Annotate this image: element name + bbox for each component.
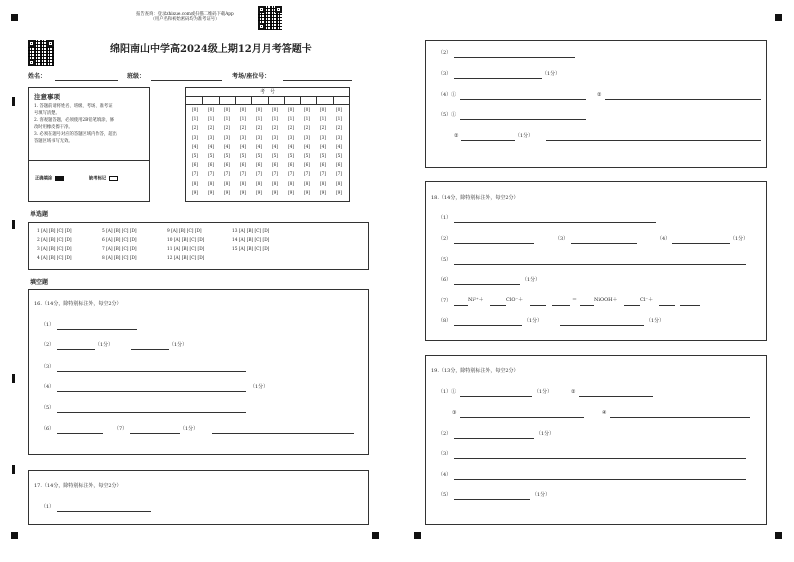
missing-checkbox[interactable] (109, 176, 118, 181)
notice-line-1: 报告查询：登录zhixue.com或扫描二维码下载App (136, 12, 234, 17)
digit-bubble[interactable]: [0] (271, 108, 279, 113)
notes-item: 改时用橡皮擦干净。 (34, 125, 73, 130)
q19-label: （3） (438, 451, 452, 457)
exam-id-title: 考 号 (259, 89, 275, 95)
q17-label: ② (597, 92, 602, 98)
points-note: （1分） (534, 389, 553, 395)
corner-mark-mr (372, 532, 379, 539)
q17-label: （5）① (438, 112, 457, 118)
digit-bubble[interactable]: [4] (255, 144, 263, 150)
digit-bubble[interactable]: [3] (335, 135, 343, 141)
exam-id-column (317, 108, 329, 200)
digit-bubble[interactable]: [3] (303, 135, 311, 141)
points-note: （1分） (250, 384, 269, 390)
digit-bubble[interactable]: [7] (223, 172, 231, 178)
digit-bubble[interactable]: [2] (255, 126, 263, 132)
digit-bubble[interactable]: [4] (319, 144, 327, 150)
q16-label: （6） (41, 426, 55, 432)
digit-bubble[interactable]: [2] (239, 126, 247, 132)
digit-bubble[interactable]: [9] (287, 190, 295, 196)
notes-box (28, 87, 150, 202)
notes-title: 注意事项 (34, 93, 60, 101)
mc-question[interactable]: 9 [A] [B] [C] [D] (167, 229, 202, 234)
exam-id-columns (186, 108, 349, 200)
digit-bubble[interactable]: [0] (287, 108, 295, 113)
q18-6-field[interactable] (454, 284, 520, 285)
q18-3-field[interactable] (571, 243, 637, 244)
digit-bubble[interactable]: [7] (287, 172, 295, 178)
digit-bubble[interactable]: [8] (223, 181, 231, 187)
q17-label: （1） (41, 504, 55, 510)
q16-3-field[interactable] (57, 371, 246, 372)
points-note: （1分） (646, 318, 665, 324)
q18-2-field[interactable] (454, 243, 534, 244)
digit-bubble[interactable]: [1] (191, 117, 199, 123)
q18-label: （4） (657, 236, 671, 242)
q18-label: （5） (438, 257, 452, 263)
corner-mark-tr (775, 14, 782, 21)
q18-7-coef7[interactable] (659, 305, 675, 306)
q18-label: （3） (555, 236, 569, 242)
q18-5-field[interactable] (454, 264, 746, 265)
digit-bubble[interactable]: [8] (271, 181, 279, 187)
digit-bubble[interactable]: [8] (303, 181, 311, 187)
digit-bubble[interactable]: [9] (223, 190, 231, 196)
corner-mark-ml (414, 532, 421, 539)
q19-label: （5） (438, 492, 452, 498)
mc-question[interactable]: 4 [A] [B] [C] [D] (37, 256, 72, 261)
correct-fill-sample (35, 176, 64, 182)
points-note: （1分） (169, 342, 188, 348)
mc-question[interactable]: 2 [A] [B] [C] [D] (37, 238, 72, 243)
q18-7-coef3[interactable] (530, 305, 546, 306)
digit-bubble[interactable]: [0] (255, 108, 263, 113)
q18-7-coef5[interactable] (580, 305, 594, 306)
q16-label: （1） (41, 322, 55, 328)
exam-id-column (205, 108, 217, 200)
digit-bubble[interactable]: [7] (271, 172, 279, 178)
digit-bubble[interactable]: [6] (335, 163, 343, 169)
digit-bubble[interactable]: [5] (223, 153, 231, 159)
digit-bubble[interactable]: [6] (319, 163, 327, 169)
q17-5a-field[interactable] (460, 119, 586, 120)
q17-3-field[interactable] (454, 78, 542, 79)
q16-5-field[interactable] (57, 412, 246, 413)
digit-bubble[interactable]: [2] (287, 126, 295, 132)
digit-bubble[interactable]: [9] (239, 190, 247, 196)
digit-bubble[interactable]: [5] (271, 153, 279, 159)
q19-4-field[interactable] (454, 479, 746, 480)
digit-bubble[interactable]: [3] (207, 135, 215, 141)
q18-8b-field[interactable] (560, 325, 644, 326)
q19-label: ② (571, 389, 576, 395)
q17-label: （4）① (438, 92, 457, 98)
digit-bubble[interactable]: [9] (335, 190, 343, 196)
digit-bubble[interactable]: [8] (335, 181, 343, 187)
q18-4-field[interactable] (672, 243, 730, 244)
digit-bubble[interactable]: [1] (319, 117, 327, 123)
q16-4-field[interactable] (57, 391, 246, 392)
q17-cont-box (425, 40, 767, 168)
digit-bubble[interactable]: [8] (255, 181, 263, 187)
q19-label: ③ (452, 410, 457, 416)
digit-bubble[interactable]: [1] (223, 117, 231, 123)
digit-bubble[interactable]: [5] (287, 153, 295, 159)
digit-bubble[interactable]: [0] (303, 108, 311, 113)
q18-1-field[interactable] (454, 222, 656, 223)
q18-7-coef2[interactable] (490, 305, 506, 306)
q18-label: （2） (438, 236, 452, 242)
digit-bubble[interactable]: [9] (207, 190, 215, 196)
q19-label: ④ (602, 410, 607, 416)
mc-box (28, 222, 369, 270)
corner-mark-bl (11, 532, 18, 539)
mc-question[interactable]: 6 [A] [B] [C] [D] (102, 238, 137, 243)
digit-bubble[interactable]: [8] (239, 181, 247, 187)
side-mark (12, 374, 15, 383)
q17-1-field[interactable] (57, 511, 151, 512)
equation-term: NiOOH＋ (594, 297, 618, 303)
points-note: （1分） (522, 277, 541, 283)
digit-bubble[interactable]: [4] (191, 144, 199, 150)
mc-section-title: 单选题 (30, 211, 49, 218)
points-note: （1分） (542, 71, 561, 77)
digit-bubble[interactable]: [7] (319, 172, 327, 178)
correct-fill-label: 正确填涂 (35, 176, 53, 182)
mc-question[interactable]: 7 [A] [B] [C] [D] (102, 247, 137, 252)
digit-bubble[interactable]: [6] (223, 163, 231, 169)
exam-id-column (333, 108, 345, 200)
class-label: 班级： (127, 73, 146, 80)
digit-bubble[interactable]: [6] (239, 163, 247, 169)
points-note: （1分） (95, 342, 114, 348)
digit-bubble[interactable]: [1] (207, 117, 215, 123)
points-note: （1分） (180, 426, 199, 432)
digit-bubble[interactable]: [0] (223, 108, 231, 113)
digit-bubble[interactable]: [1] (287, 117, 295, 123)
mc-question[interactable]: 10 [A] [B] [C] [D] (167, 238, 205, 243)
corner-mark-br (775, 532, 782, 539)
digit-bubble[interactable]: [8] (191, 181, 199, 187)
q19-box (425, 355, 767, 525)
notes-item: 号填写清楚。 (34, 111, 60, 116)
q17-2-field[interactable] (454, 57, 575, 58)
q16-label: （4） (41, 384, 55, 390)
q19-5-field[interactable] (454, 499, 530, 500)
digit-bubble[interactable]: [8] (319, 181, 327, 187)
mc-question[interactable]: 11 [A] [B] [C] [D] (167, 247, 205, 252)
q16-6-field[interactable] (57, 433, 103, 434)
digit-bubble[interactable]: [1] (303, 117, 311, 123)
digit-bubble[interactable]: [5] (255, 153, 263, 159)
digit-bubble[interactable]: [6] (207, 163, 215, 169)
digit-bubble[interactable]: [6] (255, 163, 263, 169)
digit-bubble[interactable]: [5] (319, 153, 327, 159)
digit-bubble[interactable]: [2] (335, 126, 343, 132)
q18-label: （6） (438, 277, 452, 283)
digit-bubble[interactable]: [9] (319, 190, 327, 196)
digit-bubble[interactable]: [5] (239, 153, 247, 159)
q19-2-field[interactable] (454, 438, 534, 439)
q16-1-field[interactable] (57, 329, 137, 330)
digit-bubble[interactable]: [0] (319, 108, 327, 113)
q16-7b-field[interactable] (212, 433, 354, 434)
digit-bubble[interactable]: [5] (191, 153, 199, 159)
digit-bubble[interactable]: [3] (271, 135, 279, 141)
q19-label: （2） (438, 431, 452, 437)
digit-bubble[interactable]: [8] (207, 181, 215, 187)
digit-bubble[interactable]: [2] (271, 126, 279, 132)
equation-term: ＝ (572, 297, 578, 303)
sheet-qr-code (28, 40, 54, 66)
q16-label: （3） (41, 364, 55, 370)
digit-bubble[interactable]: [2] (319, 126, 327, 132)
notes-item: 1. 答题前请将姓名、班级、考场、准考证 (34, 104, 113, 109)
equation-term: Ni²⁺＋ (468, 297, 484, 303)
mc-question[interactable]: 15 [A] [B] [C] [D] (232, 247, 270, 252)
q18-7-coef6[interactable] (624, 305, 640, 306)
digit-bubble[interactable]: [5] (335, 153, 343, 159)
digit-bubble[interactable]: [3] (239, 135, 247, 141)
q16-2b-field[interactable] (131, 349, 169, 350)
q16-box (28, 289, 369, 455)
mc-question[interactable]: 14 [A] [B] [C] [D] (232, 238, 270, 243)
q18-label: （8） (438, 318, 452, 324)
class-field[interactable] (151, 80, 222, 81)
q19-1c-field[interactable] (460, 417, 584, 418)
digit-bubble[interactable]: [7] (303, 172, 311, 178)
exam-seat-field[interactable] (283, 80, 352, 81)
digit-bubble[interactable]: [7] (239, 172, 247, 178)
digit-bubble[interactable]: [4] (223, 144, 231, 150)
points-note: （1分） (515, 133, 534, 139)
q17-box (28, 470, 369, 525)
digit-bubble[interactable]: [0] (207, 108, 215, 113)
digit-bubble[interactable]: [3] (191, 135, 199, 141)
notes-item: 答题区域书写无效。 (34, 139, 73, 144)
points-note: （1分） (532, 492, 551, 498)
q17-header: 17.（14分，除特别标注外，每空2分） (34, 483, 122, 489)
exam-id-grid (185, 87, 350, 202)
points-note: （1分） (524, 318, 543, 324)
digit-bubble[interactable]: [9] (271, 190, 279, 196)
exam-id-column (189, 108, 201, 200)
q17-label: （3） (438, 71, 452, 77)
q16-header: 16.（14分，除特别标注外，每空2分） (34, 301, 122, 307)
q19-1d-field[interactable] (610, 417, 750, 418)
digit-bubble[interactable]: [6] (271, 163, 279, 169)
digit-bubble[interactable]: [6] (303, 163, 311, 169)
q19-3-field[interactable] (454, 458, 746, 459)
digit-bubble[interactable]: [3] (319, 135, 327, 141)
page-title: 绵阳南山中学高2024级上期12月月考答题卡 (110, 44, 312, 55)
exam-id-column (253, 108, 265, 200)
digit-bubble[interactable]: [5] (207, 153, 215, 159)
q19-1b-field[interactable] (579, 396, 653, 397)
digit-bubble[interactable]: [2] (207, 126, 215, 132)
name-field[interactable] (55, 80, 118, 81)
q16-label: （5） (41, 405, 55, 411)
digit-bubble[interactable]: [1] (271, 117, 279, 123)
exam-id-column (237, 108, 249, 200)
q18-8a-field[interactable] (454, 325, 522, 326)
filled-box-icon (55, 176, 64, 181)
digit-bubble[interactable]: [0] (335, 108, 343, 113)
digit-bubble[interactable]: [5] (303, 153, 311, 159)
q17-4a-field[interactable] (460, 99, 586, 100)
exam-id-column (301, 108, 313, 200)
q19-header: 19.（13分，除特别标注外，每空2分） (431, 368, 519, 374)
digit-bubble[interactable]: [1] (239, 117, 247, 123)
digit-bubble[interactable]: [4] (271, 144, 279, 150)
q16-7a-field[interactable] (130, 433, 180, 434)
q17-label: （2） (438, 50, 452, 56)
equation-term: Cl⁻＋ (640, 297, 654, 303)
mc-question[interactable]: 13 [A] [B] [C] [D] (232, 229, 270, 234)
digit-bubble[interactable]: [4] (335, 144, 343, 150)
corner-mark-tl (11, 14, 18, 21)
digit-bubble[interactable]: [7] (255, 172, 263, 178)
q18-header: 18.（14分，除特别标注外，每空2分） (431, 195, 519, 201)
notice-line-2: （用户名和初始密码均为准考证号） (150, 17, 220, 22)
report-notice (115, 12, 255, 22)
exam-id-column (285, 108, 297, 200)
digit-bubble[interactable]: [8] (287, 181, 295, 187)
app-qr-code (258, 6, 282, 30)
digit-bubble[interactable]: [3] (287, 135, 295, 141)
q16-label: （7） (114, 426, 128, 432)
q18-7-coef8[interactable] (680, 305, 700, 306)
mc-question[interactable]: 12 [A] [B] [C] [D] (167, 256, 205, 261)
q19-1a-field[interactable] (460, 396, 532, 397)
mc-question[interactable]: 8 [A] [B] [C] [D] (102, 256, 137, 261)
equation-term: ClO⁻＋ (506, 297, 524, 303)
digit-bubble[interactable]: [4] (239, 144, 247, 150)
digit-bubble[interactable]: [1] (335, 117, 343, 123)
q18-box (425, 181, 767, 341)
digit-bubble[interactable]: [0] (191, 108, 199, 113)
mc-question[interactable]: 3 [A] [B] [C] [D] (37, 247, 72, 252)
digit-bubble[interactable]: [7] (207, 172, 215, 178)
side-mark (12, 465, 15, 474)
missing-mark-sample (89, 176, 118, 182)
digit-bubble[interactable]: [7] (335, 172, 343, 178)
points-note: （1分） (536, 431, 555, 437)
mc-question[interactable]: 1 [A] [B] [C] [D] (37, 229, 72, 234)
q17-5c-field[interactable] (546, 140, 761, 141)
digit-bubble[interactable]: [9] (191, 190, 199, 196)
digit-bubble[interactable]: [3] (223, 135, 231, 141)
q16-2a-field[interactable] (57, 349, 95, 350)
digit-bubble[interactable]: [0] (239, 108, 247, 113)
notes-item: 2. 客观题答题，必须使用2B铅笔填涂，修 (34, 118, 115, 123)
side-mark (12, 220, 15, 229)
q18-label: （1） (438, 215, 452, 221)
digit-bubble[interactable]: [7] (191, 172, 199, 178)
q18-7-coef4[interactable] (552, 305, 570, 306)
q17-4b-field[interactable] (605, 99, 761, 100)
exam-id-column (269, 108, 281, 200)
exam-seat-label: 考场/座位号： (232, 73, 271, 80)
notes-item: 3. 必须在题号对应的答题区域内作答，超出 (34, 132, 117, 137)
digit-bubble[interactable]: [4] (303, 144, 311, 150)
side-mark (12, 97, 15, 106)
digit-bubble[interactable]: [4] (207, 144, 215, 150)
q18-7-coef1[interactable] (454, 305, 468, 306)
digit-bubble[interactable]: [6] (287, 163, 295, 169)
notes-body (34, 103, 117, 145)
q18-label: （7） (438, 298, 452, 304)
q17-5b-field[interactable] (461, 140, 515, 141)
digit-bubble[interactable]: [3] (255, 135, 263, 141)
q19-label: （1）① (438, 389, 457, 395)
fill-section-title: 填空题 (30, 279, 49, 286)
q17-label: ② (454, 133, 459, 139)
exam-id-column (221, 108, 233, 200)
q16-label: （2） (41, 342, 55, 348)
q19-label: （4） (438, 472, 452, 478)
missing-mark-label: 缺考标记 (89, 176, 107, 182)
name-label: 姓名： (28, 73, 47, 80)
digit-bubble[interactable]: [4] (287, 144, 295, 150)
digit-bubble[interactable]: [9] (303, 190, 311, 196)
digit-bubble[interactable]: [2] (191, 126, 199, 132)
mc-question[interactable]: 5 [A] [B] [C] [D] (102, 229, 137, 234)
digit-bubble[interactable]: [6] (191, 163, 199, 169)
digit-bubble[interactable]: [1] (255, 117, 263, 123)
digit-bubble[interactable]: [2] (223, 126, 231, 132)
points-note: （1分） (730, 236, 749, 242)
digit-bubble[interactable]: [2] (303, 126, 311, 132)
digit-bubble[interactable]: [9] (255, 190, 263, 196)
